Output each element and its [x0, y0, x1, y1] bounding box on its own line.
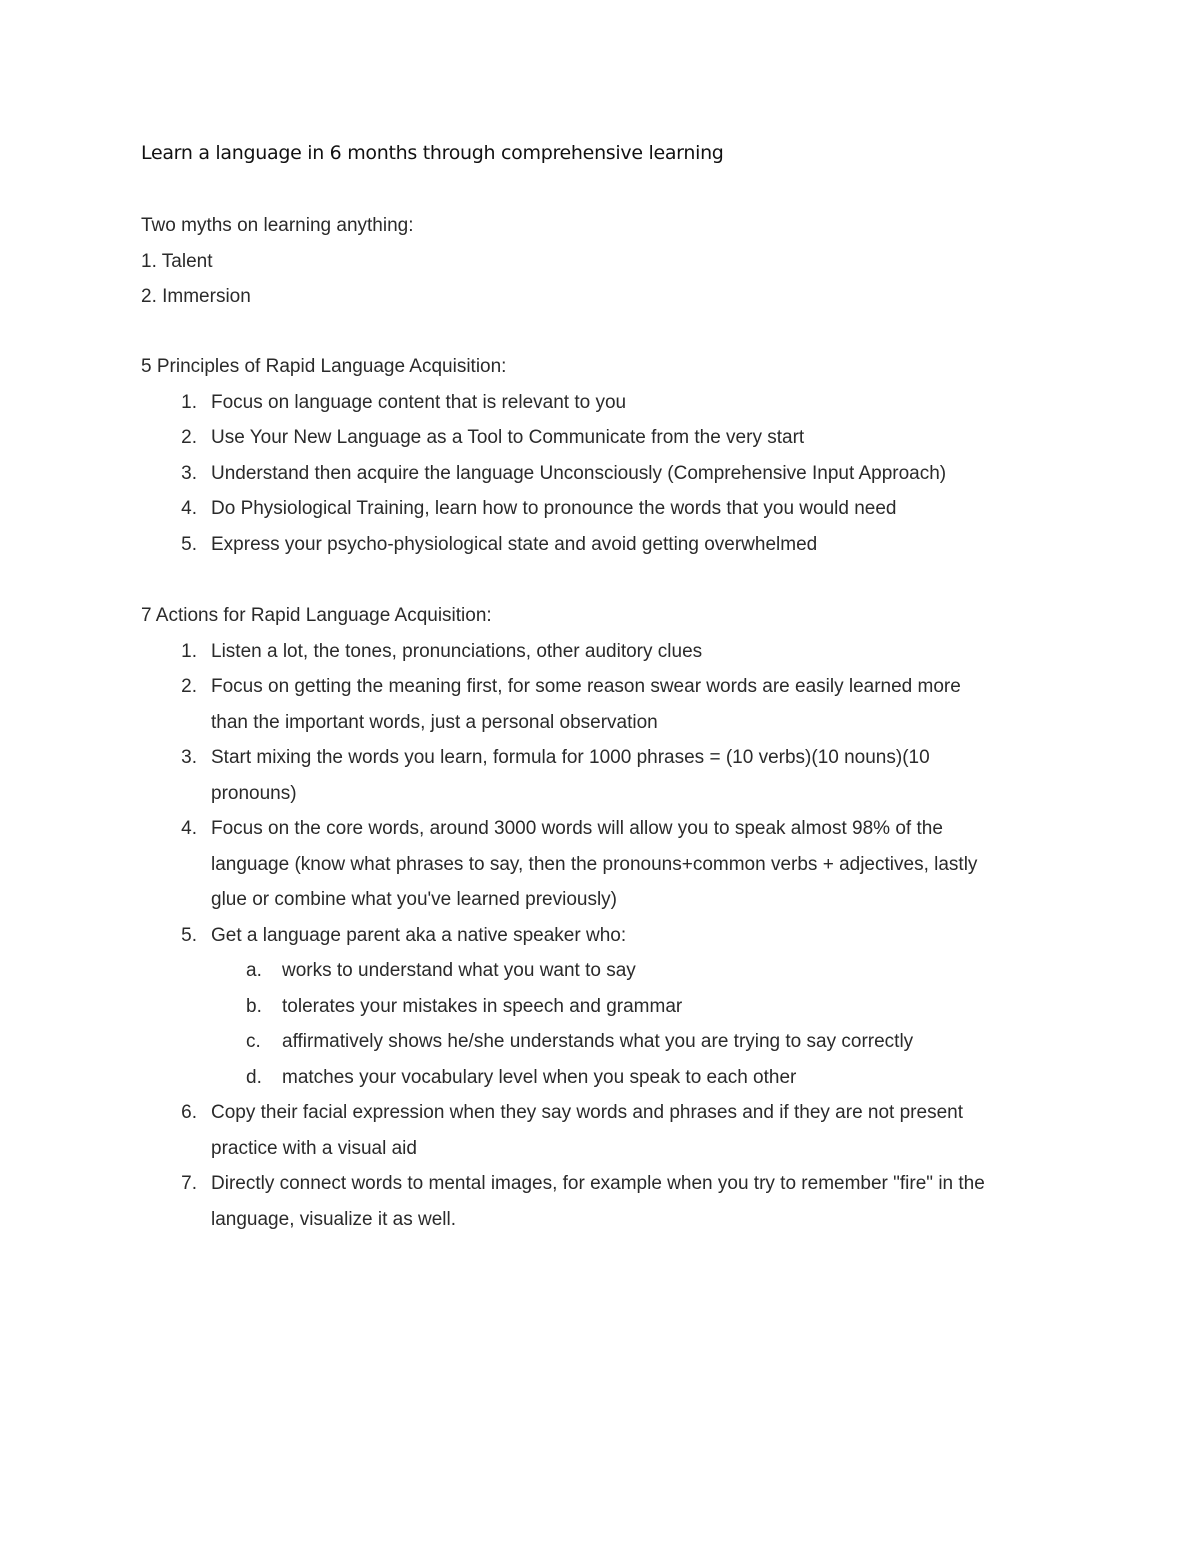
sub-list-letter: b.	[246, 995, 262, 1017]
sub-list-item-text: matches your vocabulary level when you speak to each other	[282, 1066, 797, 1088]
list-number: 3.	[181, 462, 197, 484]
list-item	[141, 634, 1071, 670]
list-item	[141, 1166, 1071, 1237]
list-item-text-line: Directly connect words to mental images, for example when you try to remember "fire" in the	[211, 1173, 985, 1194]
list-number: 7.	[181, 1173, 197, 1194]
list-number: 3.	[181, 747, 197, 768]
list-item-text-line: Focus on getting the meaning first, for some reason swear words are easily learned more	[211, 676, 961, 697]
sub-list-item-text: works to understand what you want to say	[282, 960, 636, 981]
myths-section	[141, 208, 1071, 315]
list-item-text: Use Your New Language as a Tool to Communicate from the very start	[211, 427, 805, 448]
principles-list	[141, 385, 1071, 563]
list-item-text-line: than the important words, just a personal observation	[211, 711, 658, 733]
list-item-text-line: glue or combine what you've learned previously)	[211, 889, 618, 910]
sub-list-letter: a.	[246, 960, 262, 981]
principles-section	[141, 349, 1071, 562]
sub-list-item	[211, 989, 1071, 1025]
list-item-text-line: Focus on the core words, around 3000 words will allow you to speak almost 98% of the	[211, 818, 943, 839]
list-item-text-line: practice with a visual aid	[211, 1137, 417, 1159]
list-item-text: Listen a lot, the tones, pronunciations, other auditory clues	[211, 640, 703, 662]
list-item	[141, 1095, 1071, 1166]
list-item	[141, 740, 1071, 811]
list-item	[141, 527, 1071, 563]
actions-heading: 7 Actions for Rapid Language Acquisition:	[141, 605, 492, 626]
sub-list-item	[211, 1060, 1071, 1096]
list-item	[141, 491, 1071, 527]
sub-list-letter: d.	[246, 1066, 262, 1088]
list-item-text: Express your psycho-physiological state and avoid getting overwhelmed	[211, 533, 818, 555]
list-item	[141, 385, 1071, 421]
myth-item-talent: 1. Talent	[141, 250, 213, 272]
list-item-text-line: Start mixing the words you learn, formula for 1000 phrases = (10 verbs)(10 nouns)(10	[211, 747, 930, 768]
list-number: 2.	[181, 676, 197, 697]
sub-list-letter: c.	[246, 1031, 261, 1052]
list-item	[141, 918, 1071, 1096]
list-number: 4.	[181, 818, 197, 839]
sub-list-item-text: tolerates your mistakes in speech and grammar	[282, 995, 683, 1017]
list-item	[141, 420, 1071, 456]
actions-section	[141, 598, 1071, 1237]
list-item	[141, 456, 1071, 492]
list-item-text: Do Physiological Training, learn how to pronounce the words that you would need	[211, 498, 897, 519]
list-item-text-line: language, visualize it as well.	[211, 1208, 457, 1230]
list-item-text: Understand then acquire the language Unconsciously (Comprehensive Input Approach)	[211, 462, 947, 484]
sub-list-item-text: affirmatively shows he/she understands what you are trying to say correctly	[282, 1031, 914, 1052]
sub-list-item	[211, 1024, 1071, 1060]
list-number: 1.	[181, 640, 197, 662]
list-item	[141, 811, 1071, 918]
list-number: 1.	[181, 391, 197, 413]
list-item-text-line: language (know what phrases to say, then the pronouns+common verbs + adjectives, lastly	[211, 853, 978, 875]
list-number: 4.	[181, 498, 197, 519]
actions-list	[141, 634, 1071, 1238]
list-number: 5.	[181, 533, 197, 555]
list-number: 2.	[181, 427, 197, 448]
list-item-text-line: Copy their facial expression when they say words and phrases and if they are not present	[211, 1102, 963, 1123]
sub-list	[211, 953, 1071, 1095]
list-item	[141, 669, 1071, 740]
document-title: Learn a language in 6 months through comprehensive learning	[141, 142, 724, 164]
list-item-text: Get a language parent aka a native speaker who:	[211, 924, 627, 946]
myths-heading: Two myths on learning anything:	[141, 215, 414, 236]
list-number: 5.	[181, 924, 197, 946]
list-number: 6.	[181, 1102, 197, 1123]
sub-list-item	[211, 953, 1071, 989]
list-item-text-line: pronouns)	[211, 782, 297, 804]
list-item-text: Focus on language content that is relevant to you	[211, 391, 627, 413]
principles-heading: 5 Principles of Rapid Language Acquisition:	[141, 356, 507, 377]
myth-item-immersion: 2. Immersion	[141, 286, 251, 307]
